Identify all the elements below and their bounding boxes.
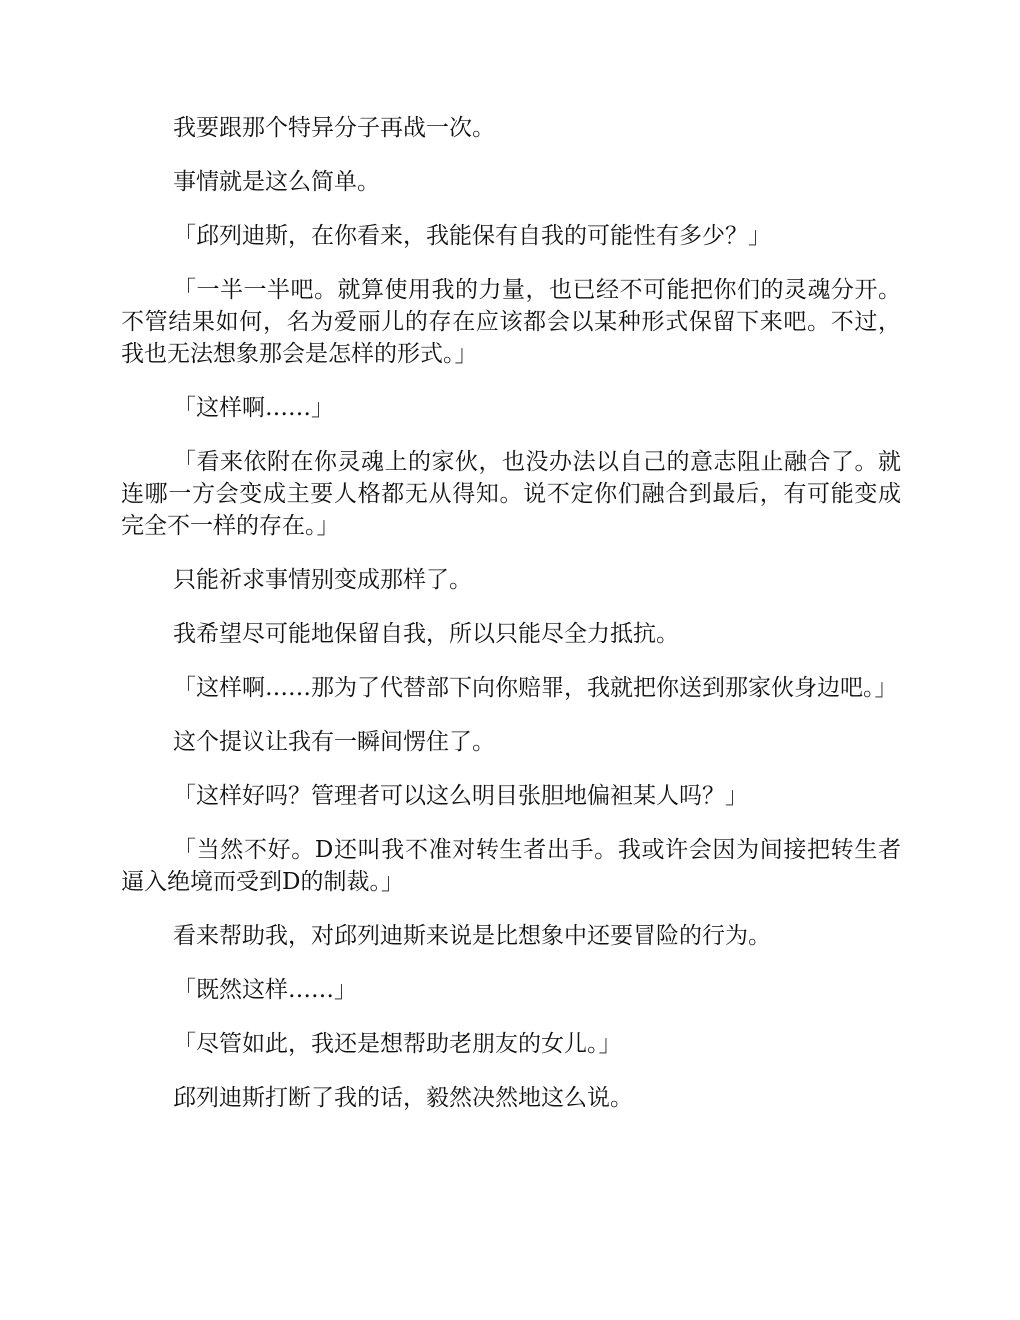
paragraph: 只能祈求事情别变成那样了。: [173, 567, 472, 593]
paragraph: 「尽管如此，我还是想帮助老朋友的女儿。」: [173, 1031, 622, 1057]
paragraph: 「这样啊……」: [173, 395, 334, 421]
paragraph: 「当然不好。D还叫我不准对转生者出手。我或许会因为间接把转生者逼入绝境而受到D的制裁。」: [121, 837, 901, 895]
paragraph: 「既然这样……」: [173, 977, 357, 1003]
paragraph: 看来帮助我，对邱列迪斯来说是比想象中还要冒险的行为。: [173, 923, 771, 949]
paragraph: 事情就是这么简单。: [173, 169, 380, 195]
paragraph: 「看来依附在你灵魂上的家伙，也没办法以自己的意志阻止融合了。就连哪一方会变成主要人格都无从得知。说不定你们融合到最后，有可能变成完全不一样的存在。」: [121, 449, 901, 539]
paragraph: 「一半一半吧。就算使用我的力量，也已经不可能把你们的灵魂分开。不管结果如何，名为爱丽儿的存在应该都会以某种形式保留下来吧。不过，我也无法想象那会是怎样的形式。」: [121, 277, 901, 367]
paragraph: 「这样好吗？管理者可以这么明目张胆地偏袒某人吗？」: [173, 783, 748, 809]
paragraph: 我希望尽可能地保留自我，所以只能尽全力抵抗。: [173, 621, 679, 647]
paragraph: 邱列迪斯打断了我的话，毅然决然地这么说。: [173, 1085, 633, 1111]
paragraph: 「邱列迪斯，在你看来，我能保有自我的可能性有多少？」: [173, 223, 771, 249]
paragraph: 这个提议让我有一瞬间愣住了。: [173, 729, 495, 755]
paragraph: 「这样啊……那为了代替部下向你赔罪，我就把你送到那家伙身边吧。」: [173, 675, 898, 701]
document-page: [121, 112, 901, 1136]
paragraph: 我要跟那个特异分子再战一次。: [173, 115, 495, 141]
